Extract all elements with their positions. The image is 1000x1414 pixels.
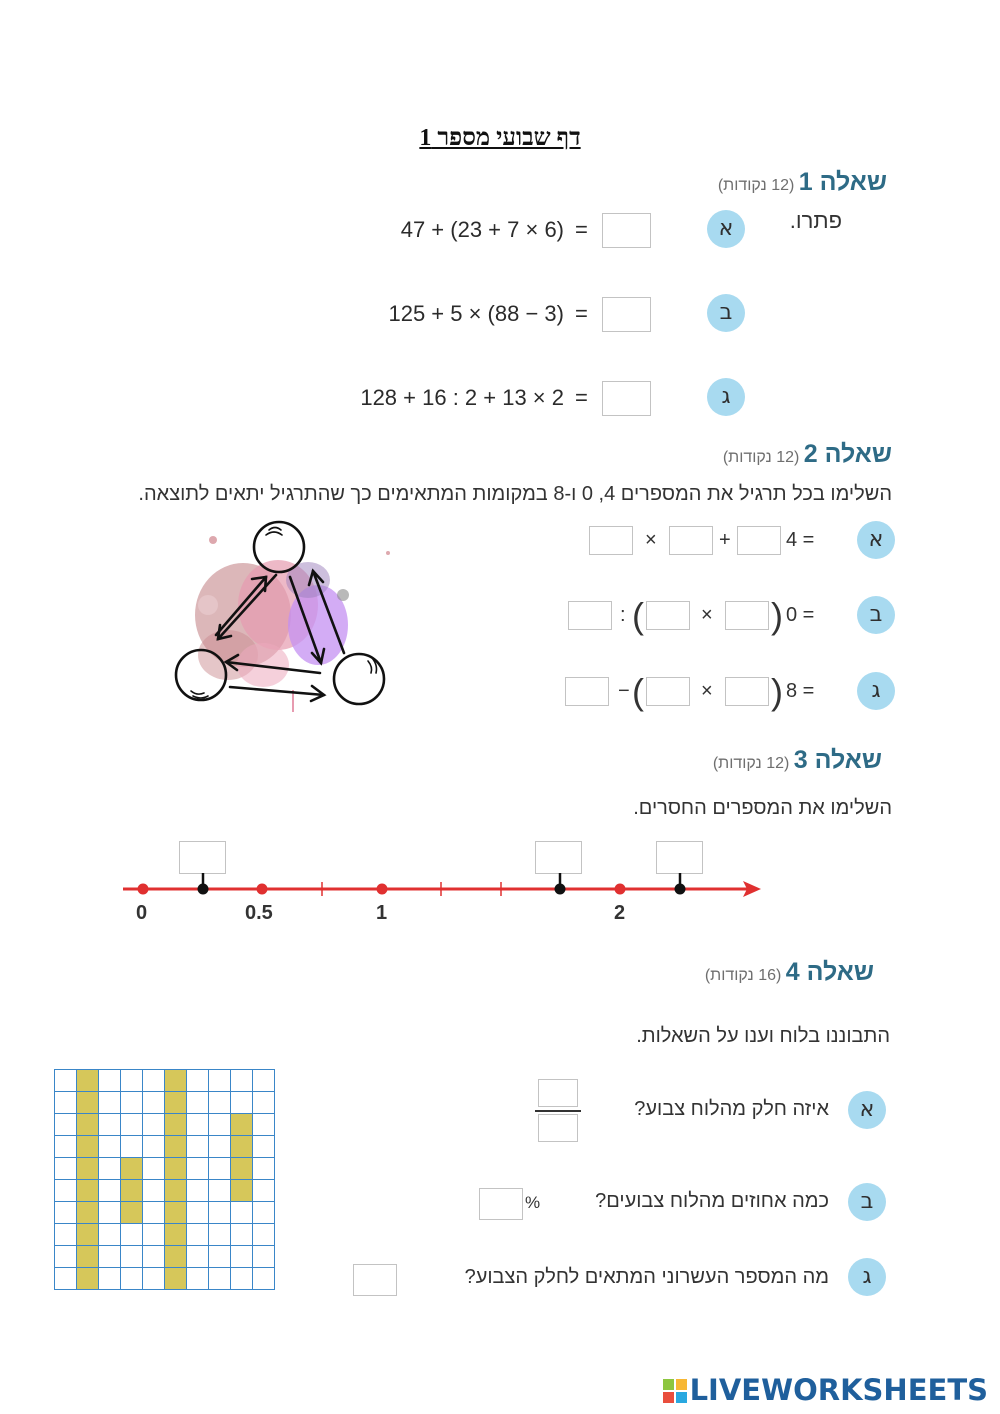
q2-result-c: 8 = bbox=[786, 680, 815, 702]
q2-slot-c2[interactable] bbox=[646, 677, 690, 706]
q4-letter-c: ג bbox=[848, 1258, 886, 1296]
q1-answer-a[interactable] bbox=[602, 213, 651, 248]
q2-slot-b1[interactable] bbox=[568, 601, 612, 630]
q2-letter-c: ג bbox=[857, 672, 895, 710]
q2-op2-c: − bbox=[618, 680, 630, 702]
q1-answer-c[interactable] bbox=[602, 381, 651, 416]
q2-op1-b: × bbox=[701, 604, 713, 626]
q4-question-b: כמה אחוזים מהלוח צבועים? bbox=[595, 1190, 829, 1212]
q3-header bbox=[713, 746, 882, 775]
q1-equals-a: = bbox=[575, 217, 588, 242]
q4-title: שאלה 4 bbox=[785, 958, 874, 986]
q2-op1-c: × bbox=[701, 680, 713, 702]
q2-slot-c3[interactable] bbox=[725, 677, 769, 706]
fraction-denominator-input[interactable] bbox=[538, 1114, 578, 1142]
q3-title: שאלה 3 bbox=[793, 746, 882, 774]
q1-answer-b[interactable] bbox=[602, 297, 651, 332]
q1-header bbox=[718, 168, 887, 197]
q4-points: (16 נקודות) bbox=[704, 967, 782, 984]
q2-letter-b: ב bbox=[857, 596, 895, 634]
q3-instruction: השלימו את המספרים החסרים. bbox=[633, 797, 892, 819]
q2-op2-b: : bbox=[620, 604, 626, 626]
percent-sign: % bbox=[525, 1193, 541, 1212]
q2-slot-b2[interactable] bbox=[646, 601, 690, 630]
q1-expression-a: 47 + (23 + 7 × 6) bbox=[400, 217, 564, 242]
q2-slot-c1[interactable] bbox=[565, 677, 609, 706]
q1-title: שאלה 1 bbox=[798, 168, 887, 196]
q1-equals-b: = bbox=[575, 301, 588, 326]
q2-result-a: 4 = bbox=[786, 529, 815, 551]
q2-op1-a: + bbox=[719, 529, 731, 551]
q2-letter-a: א bbox=[857, 521, 895, 559]
fraction-numerator-input[interactable] bbox=[538, 1079, 578, 1107]
numberline-label-0-5: 0.5 bbox=[245, 902, 273, 924]
colored-board bbox=[54, 1069, 275, 1290]
q2-instruction: השלימו בכל תרגיל את המספרים 4, 0 ו-8 במקומות המתאימים כך שהתרגיל יתאים לתוצאה. bbox=[138, 483, 892, 505]
q2-lparen-c: ( bbox=[632, 671, 644, 712]
q1-letter-b: ב bbox=[707, 294, 745, 332]
q1-expression-b: 125 + 5 × (88 − 3) bbox=[388, 301, 564, 326]
cycle-illustration bbox=[168, 515, 408, 715]
q1-instruction: פתרו. bbox=[789, 208, 842, 233]
liveworksheets-logo-icon bbox=[663, 1379, 687, 1403]
q4-header bbox=[705, 958, 874, 987]
q1-expression-c: 128 + 16 : 2 + 13 × 2 bbox=[360, 385, 564, 410]
numberline-label-2: 2 bbox=[614, 902, 626, 924]
q4-question-c: מה המספר העשרוני המתאים לחלק הצבוע? bbox=[464, 1266, 829, 1288]
q2-rparen-b: ) bbox=[771, 595, 783, 636]
q2-header bbox=[723, 440, 892, 469]
q1-points: (12 נקודות) bbox=[717, 177, 795, 194]
percent-input[interactable] bbox=[479, 1188, 523, 1220]
page-title: דף שבועי מספר 1 bbox=[419, 125, 581, 151]
q1-letter-c: ג bbox=[707, 378, 745, 416]
q2-result-b: 0 = bbox=[786, 604, 815, 626]
q1-letter-a: א bbox=[707, 210, 745, 248]
numberline-label-1: 1 bbox=[376, 902, 388, 924]
fraction-bar bbox=[535, 1110, 581, 1112]
q2-rparen-c: ) bbox=[771, 671, 783, 712]
q2-slot-a3[interactable] bbox=[737, 526, 781, 555]
q2-title: שאלה 2 bbox=[803, 440, 892, 468]
number-line bbox=[115, 868, 775, 908]
q2-slot-a2[interactable] bbox=[669, 526, 713, 555]
q4-question-a: איזה חלק מהלוח צבוע? bbox=[634, 1098, 829, 1120]
q2-op2-a: × bbox=[645, 529, 657, 551]
q2-slot-b3[interactable] bbox=[725, 601, 769, 630]
q2-lparen-b: ( bbox=[632, 595, 644, 636]
numberline-label-0: 0 bbox=[136, 902, 148, 924]
q4-instruction: התבוננו בלוח וענו על השאלות. bbox=[636, 1025, 890, 1047]
liveworksheets-logo bbox=[663, 1373, 988, 1407]
q2-slot-a1[interactable] bbox=[589, 526, 633, 555]
liveworksheets-logo-text: LIVEWORKSHEETS bbox=[689, 1373, 988, 1407]
q3-points: (12 נקודות) bbox=[712, 755, 790, 772]
q4-letter-b: ב bbox=[848, 1183, 886, 1221]
q4-letter-a: א bbox=[848, 1091, 886, 1129]
decimal-input[interactable] bbox=[353, 1264, 397, 1296]
q1-equals-c: = bbox=[575, 385, 588, 410]
q2-points: (12 נקודות) bbox=[722, 449, 800, 466]
